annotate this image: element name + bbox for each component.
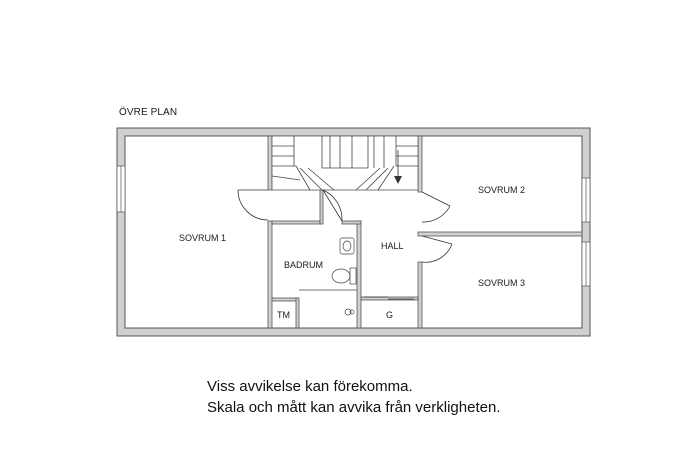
room-label-tm: TM	[277, 310, 290, 320]
room-label-badrum: BADRUM	[284, 260, 324, 270]
bathroom-fixtures	[299, 238, 357, 315]
disclaimer	[207, 376, 500, 418]
room-label-g: G	[386, 310, 394, 320]
staircase	[272, 136, 418, 190]
plan-title: ÖVRE PLAN	[119, 107, 178, 118]
room-label-sovrum1: SOVRUM 1	[179, 233, 227, 243]
room-label-sovrum2: SOVRUM 2	[478, 185, 526, 195]
disclaimer-line-2: Skala och mått kan avvika från verkligheten.	[207, 399, 501, 416]
room-label-hall: HALL	[381, 241, 404, 251]
disclaimer-line-1: Viss avvikelse kan förekomma.	[207, 378, 413, 395]
room-label-sovrum3: SOVRUM 3	[478, 278, 526, 288]
